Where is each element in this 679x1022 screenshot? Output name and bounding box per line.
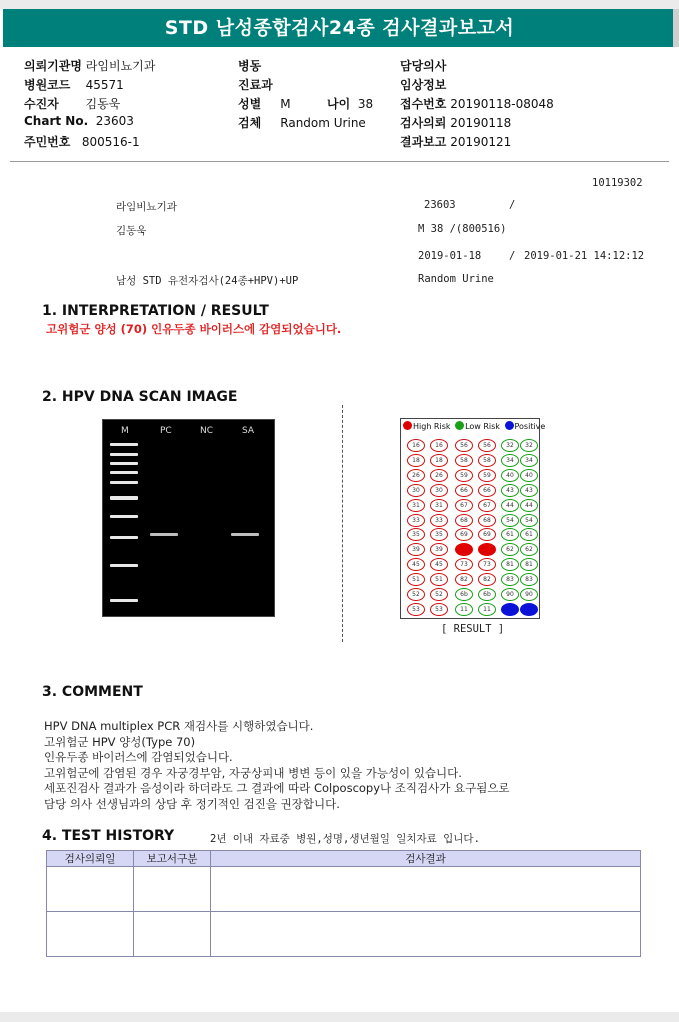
hpv-type-cell: 83	[520, 573, 538, 586]
interpretation-result: 고위험군 양성 (70) 인유두종 바이러스에 감염되었습니다.	[46, 322, 342, 336]
bottom-strip	[0, 1012, 679, 1022]
section-interpretation-heading: 1. INTERPRETATION / RESULT	[42, 303, 269, 319]
hpv-type-cell: 56	[455, 439, 473, 452]
gel-electrophoresis-image	[102, 419, 275, 617]
hpv-type-cell: 16	[407, 439, 425, 452]
hpv-result-grid	[400, 418, 546, 619]
hpv-type-cell: 66	[455, 484, 473, 497]
hpv-type-cell: β	[520, 603, 538, 616]
header-sex: 성별 M	[238, 97, 291, 111]
hpv-type-cell: 40	[501, 469, 519, 482]
table-header-row	[47, 851, 641, 867]
header-col1-row4: Chart No. 23603	[24, 114, 134, 128]
report-sex-age: M 38 /(800516)	[418, 223, 507, 235]
hpv-type-cell: 58	[455, 454, 473, 467]
hpv-type-cell: 30	[407, 484, 425, 497]
hpv-type-cell: 39	[407, 543, 425, 556]
hpv-type-cell: 43	[520, 484, 538, 497]
header-clinical-info: 임상정보	[400, 78, 447, 92]
divider	[10, 161, 669, 162]
hpv-type-cell: 73	[455, 558, 473, 571]
hpv-type-cell: 81	[520, 558, 538, 571]
page-title: STD 남성종합검사24종 검사결과보고서	[3, 9, 676, 47]
col-test-result: 검사결과	[211, 851, 641, 867]
hpv-type-cell: 53	[430, 603, 448, 616]
hpv-type-cell: 51	[430, 573, 448, 586]
report-patient: 김동욱	[116, 225, 147, 237]
marker-band	[110, 481, 138, 484]
hpv-type-cell: 35	[430, 528, 448, 541]
report-slash-2: /	[509, 250, 516, 262]
hpv-type-cell: 6b	[478, 588, 496, 601]
dashed-divider	[342, 405, 343, 642]
hpv-type-cell: 61	[501, 528, 519, 541]
header-col1-row1: 의뢰기관명 라임비뇨기과	[24, 59, 156, 73]
hpv-type-cell: 62	[501, 543, 519, 556]
report-slash: /	[509, 199, 516, 211]
hpv-type-cell: 82	[455, 573, 473, 586]
report-reported-date: 2019-01-21 14:12:12	[524, 250, 645, 262]
scrollbar[interactable]	[673, 9, 679, 47]
hpv-type-cell: 54	[501, 514, 519, 527]
lane-label-pc: PC	[160, 426, 172, 436]
result-caption: [ RESULT ]	[441, 623, 505, 635]
lane-label-m: M	[121, 426, 129, 436]
marker-band	[110, 536, 138, 539]
hpv-type-cell: 35	[407, 528, 425, 541]
section-scan-image-heading: 2. HPV DNA SCAN IMAGE	[42, 389, 238, 405]
hpv-type-cell: 69	[478, 528, 496, 541]
header-age: 나이 38	[327, 97, 374, 111]
header-receipt-no: 접수번호 20190118-08048	[400, 97, 554, 111]
header-specimen: 검체 Random Urine	[238, 116, 366, 130]
high-risk-dot-icon	[403, 421, 412, 430]
hpv-type-cell: 43	[501, 484, 519, 497]
hpv-type-cell: 45	[430, 558, 448, 571]
document-number: 10119302	[592, 177, 643, 189]
hpv-type-cell: 68	[478, 514, 496, 527]
hpv-type-cell: 31	[407, 499, 425, 512]
hpv-type-cell: 6b	[455, 588, 473, 601]
hpv-type-cell: 45	[407, 558, 425, 571]
hpv-type-cell: 81	[501, 558, 519, 571]
hpv-type-cell: 70	[478, 543, 496, 556]
legend-high-risk: High Risk	[413, 422, 451, 431]
hpv-type-cell: 11	[478, 603, 496, 616]
marker-band	[110, 462, 138, 465]
header-col1-row3: 수진자 김동욱	[24, 97, 121, 111]
hpv-type-cell: 66	[478, 484, 496, 497]
hpv-type-cell: 61	[520, 528, 538, 541]
hpv-type-cell: 51	[407, 573, 425, 586]
hpv-type-cell: 30	[430, 484, 448, 497]
hpv-type-cell: 54	[520, 514, 538, 527]
sa-band	[231, 533, 259, 536]
marker-band	[110, 496, 138, 500]
comment-line: 인유두종 바이러스에 감염되었습니다.	[44, 750, 233, 764]
comment-line: 고위험군에 감염된 경우 자궁경부암, 자궁상피내 병변 등이 있을 가능성이 있습니다.	[44, 765, 462, 780]
hpv-type-cell: 32	[520, 439, 538, 452]
positive-dot-icon	[505, 421, 514, 430]
hpv-type-cell: 26	[430, 469, 448, 482]
hpv-type-cell: 34	[501, 454, 519, 467]
marker-band	[110, 443, 138, 446]
history-table	[46, 850, 641, 957]
hpv-type-cell: 67	[455, 499, 473, 512]
hpv-type-cell: 18	[407, 454, 425, 467]
hpv-type-cell: 90	[520, 588, 538, 601]
hpv-type-cell: 44	[520, 499, 538, 512]
hpv-type-cell: 59	[455, 469, 473, 482]
report-chart-no: 23603	[424, 199, 456, 211]
pc-band	[150, 533, 178, 536]
header-doctor: 담당의사	[400, 59, 447, 73]
section-test-history-heading: 4. TEST HISTORY	[42, 828, 175, 844]
hpv-type-cell: 44	[501, 499, 519, 512]
lane-label-sa: SA	[242, 426, 255, 436]
comment-text	[44, 719, 510, 812]
header-col1-row2: 병원코드 45571	[24, 78, 124, 92]
marker-band	[110, 471, 138, 474]
legend-low-risk: Low Risk	[465, 422, 500, 431]
hpv-type-cell: 40	[520, 469, 538, 482]
hpv-type-cell: 32	[501, 439, 519, 452]
table-row	[47, 912, 641, 957]
hpv-type-cell: 56	[478, 439, 496, 452]
hpv-type-cell: 52	[430, 588, 448, 601]
hpv-type-cell: 83	[501, 573, 519, 586]
comment-line: 고위험군 HPV 양성(Type 70)	[44, 734, 196, 749]
report-test-name: 남성 STD 유전자검사(24종+HPV)+UP	[116, 275, 299, 287]
comment-line: 담당 의사 선생님과의 상담 후 정기적인 검진을 권장합니다.	[44, 796, 340, 811]
hpv-type-cell: 82	[478, 573, 496, 586]
report-received-date: 2019-01-18	[418, 250, 482, 262]
hpv-type-cell: 34	[520, 454, 538, 467]
hpv-type-cell: 39	[430, 543, 448, 556]
lane-label-nc: NC	[200, 426, 214, 436]
header-request-date: 검사의뢰 20190118	[400, 116, 512, 130]
table-row	[47, 867, 641, 912]
history-note: 2년 이내 자료중 병원,성명,생년월일 일치자료 입니다.	[210, 833, 480, 845]
col-request-date: 검사의뢰일	[47, 851, 134, 867]
report-hospital: 라임비뇨기과	[116, 201, 177, 213]
hpv-type-cell: 33	[430, 514, 448, 527]
header-report-date: 결과보고 20190121	[400, 135, 512, 149]
hpv-type-cell: 53	[407, 603, 425, 616]
section-comment-heading: 3. COMMENT	[42, 684, 143, 700]
hpv-type-cell: 18	[430, 454, 448, 467]
hpv-type-cell: 73	[478, 558, 496, 571]
comment-line: HPV DNA multiplex PCR 재검사를 시행하였습니다.	[44, 719, 314, 733]
hpv-type-cell: 31	[430, 499, 448, 512]
comment-line: 세포진검사 결과가 음성이라 하더라도 그 결과에 따라 Colposcopy나 조직검사가 요구됨으로	[44, 781, 510, 795]
hpv-type-cell: 68	[455, 514, 473, 527]
grid-legend	[403, 421, 546, 434]
marker-band	[110, 515, 138, 518]
hpv-type-cell: 70	[455, 543, 473, 556]
report-specimen: Random Urine	[418, 273, 494, 285]
marker-band	[110, 564, 138, 567]
hpv-type-cell: 69	[455, 528, 473, 541]
hpv-type-cell: β	[501, 603, 519, 616]
hpv-type-cell: 26	[407, 469, 425, 482]
legend-positive: Positive	[514, 422, 546, 431]
hpv-type-cell: 62	[520, 543, 538, 556]
low-risk-dot-icon	[455, 421, 464, 430]
hpv-type-cell: 52	[407, 588, 425, 601]
hpv-type-cell: 59	[478, 469, 496, 482]
hpv-type-cell: 58	[478, 454, 496, 467]
header-col1-row5: 주민번호 800516-1	[24, 135, 140, 149]
hpv-type-cell: 16	[430, 439, 448, 452]
hpv-type-cell: 11	[455, 603, 473, 616]
hpv-type-cell: 67	[478, 499, 496, 512]
header-ward: 병동	[238, 59, 262, 73]
hpv-type-cell: 33	[407, 514, 425, 527]
marker-band	[110, 453, 138, 456]
header-department: 진료과	[238, 78, 273, 92]
top-strip	[0, 0, 679, 9]
hpv-type-cell: 90	[501, 588, 519, 601]
col-report-type: 보고서구분	[134, 851, 211, 867]
marker-band	[110, 599, 138, 602]
